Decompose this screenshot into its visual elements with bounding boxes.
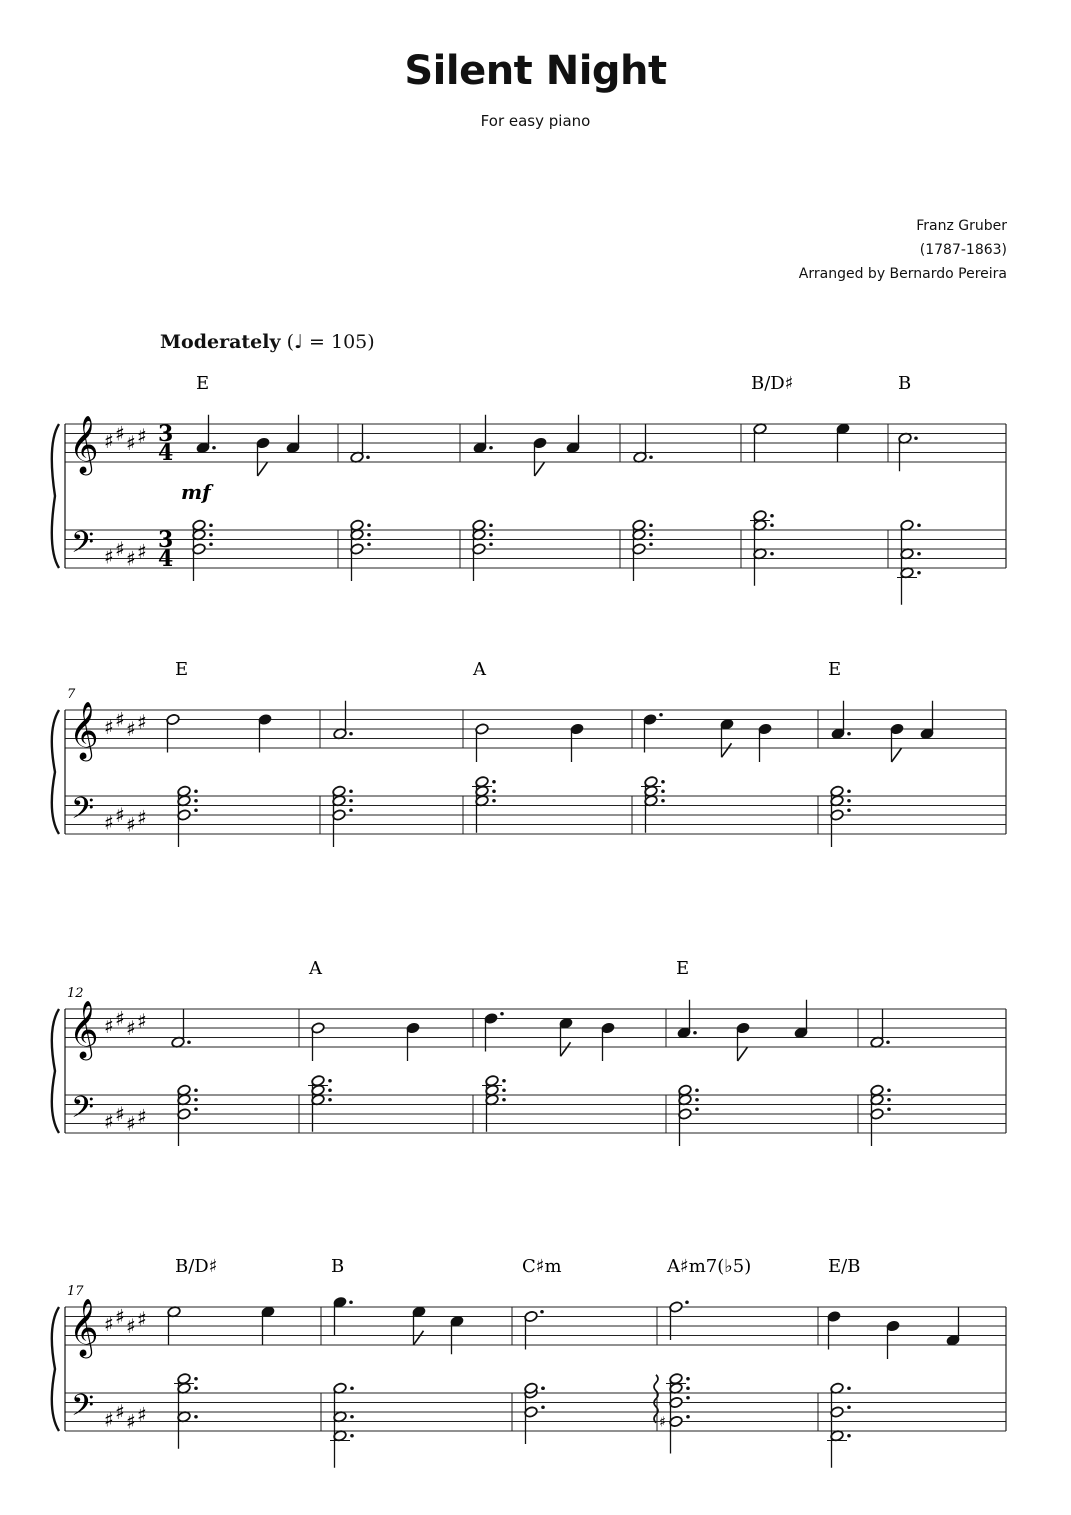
chord-symbol: E	[196, 373, 210, 394]
dot	[187, 1040, 191, 1044]
dot	[847, 799, 851, 803]
sharp-icon: ♯	[115, 1304, 125, 1329]
score-static	[52, 415, 1006, 1468]
sharp-icon: ♯	[104, 544, 114, 569]
dot	[328, 1079, 332, 1083]
sharp-icon: ♯	[104, 428, 114, 453]
dot	[492, 780, 496, 784]
sharp-icon: ♯	[115, 1400, 125, 1425]
dot	[489, 446, 493, 450]
dot	[770, 552, 774, 556]
sharp-icon: ♯	[126, 812, 136, 837]
dot	[349, 1300, 353, 1304]
dot	[540, 1310, 544, 1314]
measure-number: 17	[67, 1284, 84, 1299]
sharp-icon: ♯	[104, 714, 114, 739]
dot	[367, 533, 371, 537]
eighth-flag	[414, 1331, 424, 1345]
dot	[847, 1386, 851, 1390]
sharp-icon: ♯	[104, 1407, 114, 1432]
sharp-icon: ♯	[126, 431, 136, 456]
eighth-flag	[258, 462, 268, 476]
dot	[492, 799, 496, 803]
sharp-icon: ♯	[104, 1013, 114, 1038]
sharp-icon: ♯	[126, 1409, 136, 1434]
dot	[194, 789, 198, 793]
dot	[659, 713, 663, 717]
tempo-paren-close: )	[367, 331, 375, 353]
dot	[194, 799, 198, 803]
chord-symbol: B	[898, 373, 912, 394]
dot	[649, 533, 653, 537]
tempo-bpm: = 105	[309, 331, 368, 353]
eighth-flag	[892, 748, 902, 762]
brace	[52, 710, 59, 834]
sharp-icon: ♯	[137, 424, 147, 448]
sharp-icon: ♯	[137, 710, 147, 734]
treble-clef-icon: 𝄞	[69, 415, 99, 473]
bass-clef-icon: 𝄢	[71, 792, 95, 833]
dot	[367, 542, 371, 546]
sharp-icon: ♯	[126, 1314, 136, 1339]
sharp-icon: ♯	[104, 810, 114, 835]
dot	[847, 789, 851, 793]
sharp-icon: ♯	[115, 537, 125, 562]
dot	[541, 1405, 545, 1409]
sharp-icon: ♯	[137, 805, 147, 830]
chord-symbol: E	[676, 958, 690, 979]
time-signature: 3	[158, 527, 174, 553]
time-signature: 4	[158, 440, 174, 466]
dot	[695, 1107, 699, 1111]
dot	[500, 1012, 504, 1016]
dot	[194, 1377, 198, 1381]
dot	[887, 1088, 891, 1092]
dot	[649, 523, 653, 527]
dot	[917, 571, 921, 575]
bass-clef-icon: 𝄢	[71, 1389, 95, 1430]
dot	[649, 542, 653, 546]
chord-symbol: A	[309, 958, 322, 979]
quarter-note-icon: ♩	[294, 331, 303, 353]
time-signature: 4	[158, 546, 174, 572]
dot	[350, 1434, 354, 1438]
arranger-credit: Arranged by Bernardo Pereira	[798, 266, 1007, 282]
sharp-icon: ♯	[115, 707, 125, 732]
brace	[52, 1307, 59, 1431]
sharp-icon: ♯	[137, 539, 147, 564]
dot	[887, 1098, 891, 1102]
dot	[492, 789, 496, 793]
dot	[328, 1088, 332, 1092]
dot	[212, 446, 216, 450]
time-signature: 3	[158, 421, 174, 447]
dot	[847, 1405, 851, 1409]
dot	[194, 1415, 198, 1419]
dot	[695, 1098, 699, 1102]
dot	[770, 523, 774, 527]
sharp-icon: ♯	[115, 421, 125, 446]
brace	[52, 424, 59, 568]
chord-symbol: A	[473, 659, 486, 680]
treble-clef-icon: 𝄞	[69, 1000, 99, 1058]
sharp-icon: ♯	[104, 1311, 114, 1336]
eighth-flag	[738, 1047, 748, 1061]
dot	[349, 789, 353, 793]
dot	[350, 1386, 354, 1390]
dot	[693, 1031, 697, 1035]
treble-clef-icon: 𝄞	[69, 701, 99, 759]
composer-name: Franz Gruber	[916, 218, 1007, 234]
eighth-flag	[722, 743, 732, 757]
dot	[914, 436, 918, 440]
dot	[686, 1377, 690, 1381]
dot	[194, 1088, 198, 1092]
sharp-icon: ♯	[126, 546, 136, 571]
dot	[541, 1386, 545, 1390]
sharp-icon: ♯	[659, 1414, 666, 1431]
dot	[349, 732, 353, 736]
dot	[770, 514, 774, 518]
eighth-flag	[535, 462, 545, 476]
sharp-icon: ♯	[137, 1307, 147, 1331]
dot	[686, 1386, 690, 1390]
dot	[209, 542, 213, 546]
treble-clef-icon: 𝄞	[69, 1298, 99, 1356]
dot	[847, 732, 851, 736]
tempo-paren-open: (	[286, 331, 294, 353]
dot	[649, 455, 653, 459]
sharp-icon: ♯	[126, 1111, 136, 1136]
sharp-icon: ♯	[115, 1006, 125, 1031]
dot	[685, 1300, 689, 1304]
dot	[194, 1098, 198, 1102]
sharp-icon: ♯	[115, 1102, 125, 1127]
dot	[695, 1088, 699, 1092]
dot	[887, 1107, 891, 1111]
dot	[886, 1040, 890, 1044]
dot	[502, 1098, 506, 1102]
chord-symbol: B/D♯	[751, 373, 794, 394]
measure-number: 7	[67, 687, 76, 702]
dot	[847, 1434, 851, 1438]
sharp-icon: ♯	[126, 1016, 136, 1041]
dot	[686, 1396, 690, 1400]
dot	[489, 533, 493, 537]
composer-dates: (1787-1863)	[919, 242, 1007, 258]
sharp-icon: ♯	[104, 1109, 114, 1134]
dot	[502, 1088, 506, 1092]
chord-symbol: B/D♯	[175, 1256, 218, 1277]
chord-symbol: E/B	[828, 1256, 861, 1277]
sharp-icon: ♯	[115, 803, 125, 828]
sharp-icon: ♯	[137, 1402, 147, 1427]
dot	[847, 808, 851, 812]
dot	[209, 533, 213, 537]
dot	[661, 780, 665, 784]
bass-clef-icon: 𝄢	[71, 1091, 95, 1132]
dot	[489, 523, 493, 527]
page-subtitle: For easy piano	[480, 112, 591, 130]
dot	[366, 455, 370, 459]
dot	[917, 523, 921, 527]
brace	[52, 1009, 59, 1133]
dot	[502, 1079, 506, 1083]
chord-symbol: E	[828, 659, 842, 680]
dot	[686, 1415, 690, 1419]
measure-number: 12	[67, 986, 84, 1001]
sharp-icon: ♯	[137, 1009, 147, 1033]
dot	[328, 1098, 332, 1102]
dot	[350, 1415, 354, 1419]
dynamic-marking: mf	[181, 480, 211, 504]
chord-symbol: B	[331, 1256, 345, 1277]
page-title: Silent Night	[404, 48, 667, 94]
dot	[194, 1107, 198, 1111]
dot	[194, 808, 198, 812]
dot	[194, 1386, 198, 1390]
dot	[661, 789, 665, 793]
dot	[661, 799, 665, 803]
tempo-label: Moderately	[160, 331, 281, 353]
chord-symbol: A♯m7(♭5)	[667, 1256, 752, 1277]
dot	[349, 799, 353, 803]
bass-clef-icon: 𝄢	[71, 526, 95, 567]
dot	[349, 808, 353, 812]
chord-symbol: E	[175, 659, 189, 680]
dot	[917, 552, 921, 556]
eighth-flag	[561, 1042, 571, 1056]
chord-symbol: C♯m	[522, 1256, 562, 1277]
sharp-icon: ♯	[126, 717, 136, 742]
sharp-icon: ♯	[137, 1104, 147, 1129]
dot	[489, 542, 493, 546]
dot	[367, 523, 371, 527]
dot	[209, 523, 213, 527]
